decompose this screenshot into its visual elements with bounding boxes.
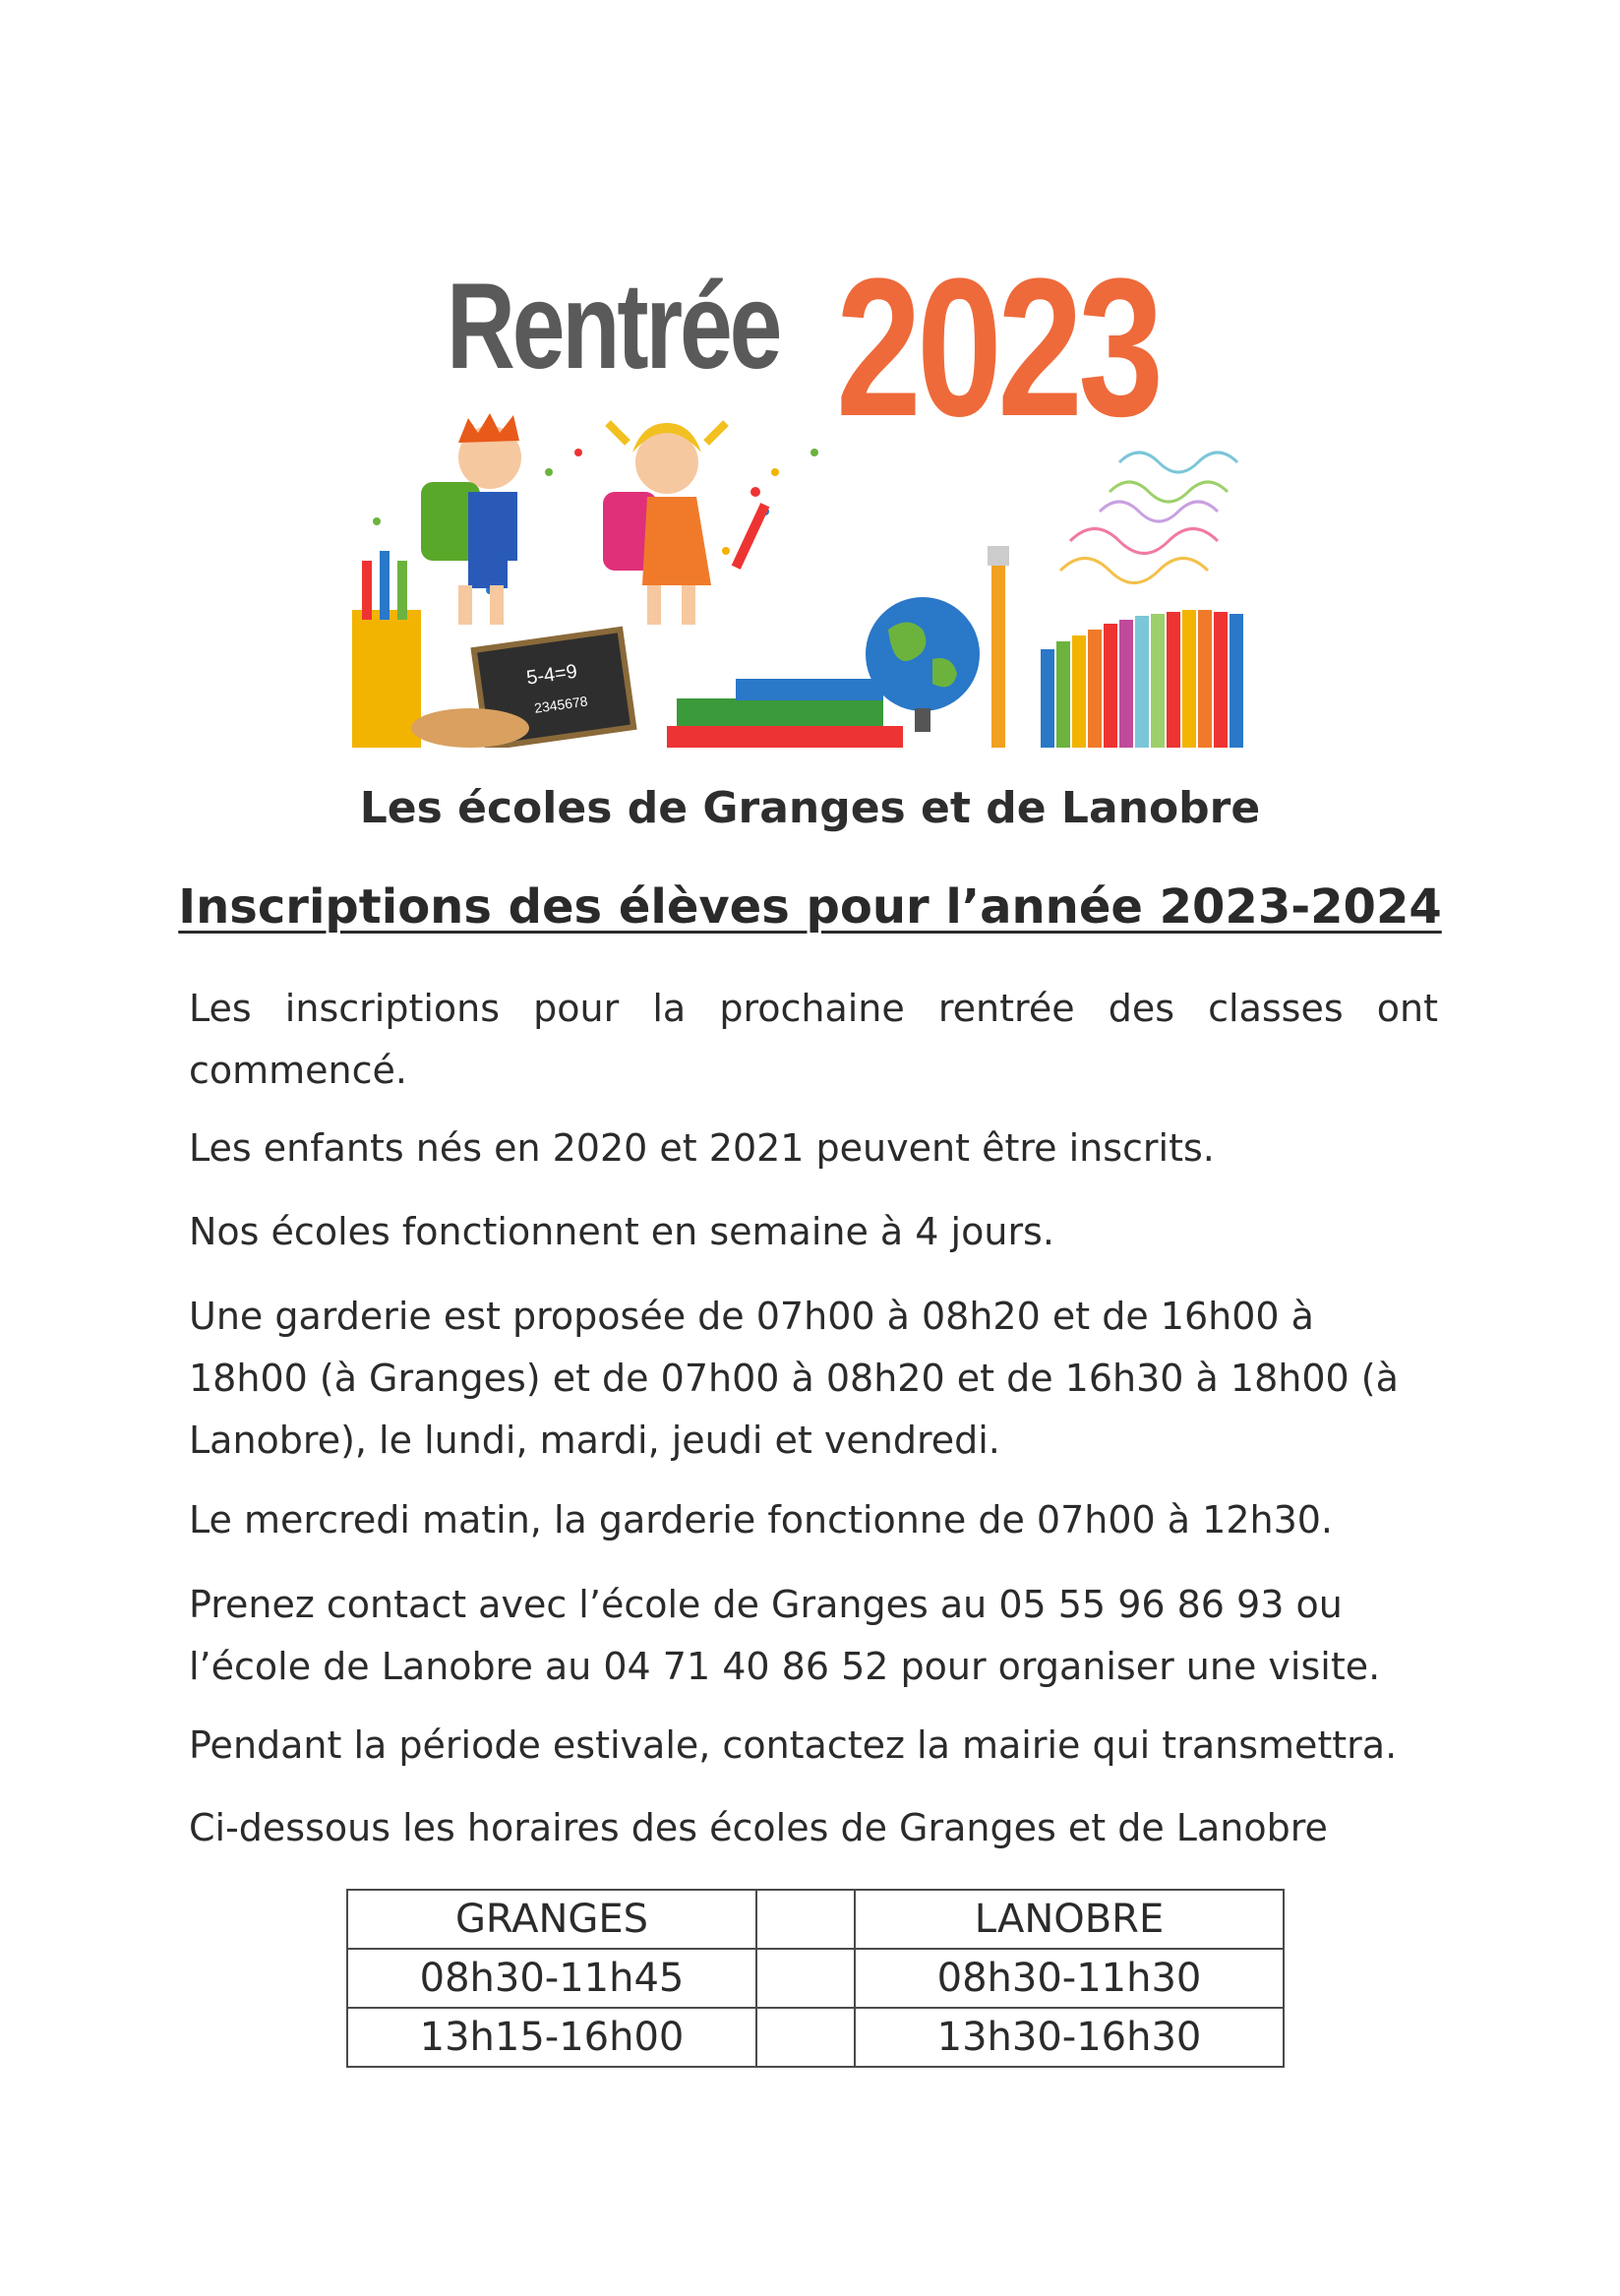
paragraph-contact-schools: Prenez contact avec l’école de Granges au 05 55 96 86 93 ou l’école de Lanobre au 04 71 40 86 52 pour organiser une visite. (189, 1583, 1381, 1688)
cell-middle-afternoon (756, 2008, 855, 2067)
schedule-row-morning (347, 1949, 1284, 2008)
header-middle (756, 1890, 855, 1949)
chalkboard-line1: 5-4=9 (524, 660, 579, 690)
boy-figure (421, 413, 521, 625)
cell-middle-morning (756, 1949, 855, 2008)
schedule-table (346, 1889, 1285, 2068)
paragraph-daycare-hours: Une garderie est proposée de 07h00 à 08h20 et de 16h00 à 18h00 (à Granges) et de 07h00 à 08h20 et de 16h30 à 18h00 (à Lanobre), le lundi, mardi, jeudi et vendredi. (189, 1295, 1399, 1462)
cell-lanobre-morning: 08h30-11h30 (855, 1949, 1284, 2008)
chalkboard-line2: 2345678 (533, 693, 589, 716)
banner-title-year: 2023 (836, 238, 1160, 457)
cell-lanobre-afternoon: 13h30-16h30 (855, 2008, 1284, 2067)
header-lanobre: LANOBRE (855, 1890, 1284, 1949)
cell-granges-afternoon: 13h15-16h00 (347, 2008, 756, 2067)
paragraph-four-day-week: Nos écoles fonctionnent en semaine à 4 jours. (189, 1210, 1054, 1253)
school-illustration (352, 413, 1267, 748)
paragraph-wednesday-daycare: Le mercredi matin, la garderie fonctionne de 07h00 à 12h30. (189, 1498, 1334, 1541)
rentree-banner (352, 238, 1267, 748)
paragraph-summer-contact: Pendant la période estivale, contactez la mairie qui transmettra. (189, 1723, 1398, 1767)
girl-figure (603, 423, 769, 625)
paragraph-schedule-intro: Ci-dessous les horaires des écoles de Granges et de Lanobre (189, 1806, 1328, 1849)
registration-heading: Inscriptions des élèves pour l’année 2023-2024 (178, 879, 1442, 935)
books (667, 679, 903, 748)
schedule-header-row (347, 1890, 1284, 1949)
paintbrush (988, 546, 1009, 748)
header-granges: GRANGES (347, 1890, 756, 1949)
banner-title-word: Rentrée (447, 259, 780, 394)
colored-pencils (1041, 610, 1243, 748)
schedule-row-afternoon (347, 2008, 1284, 2067)
cell-granges-morning: 08h30-11h45 (347, 1949, 756, 2008)
paragraph-eligible-children: Les enfants nés en 2020 et 2021 peuvent être inscrits. (189, 1126, 1215, 1170)
school-name: Les écoles de Granges et de Lanobre (359, 783, 1261, 833)
paragraph-registrations-open: Les inscriptions pour la prochaine rentrée des classes ont commencé. (189, 987, 1438, 1092)
color-scribbles (1060, 453, 1237, 583)
